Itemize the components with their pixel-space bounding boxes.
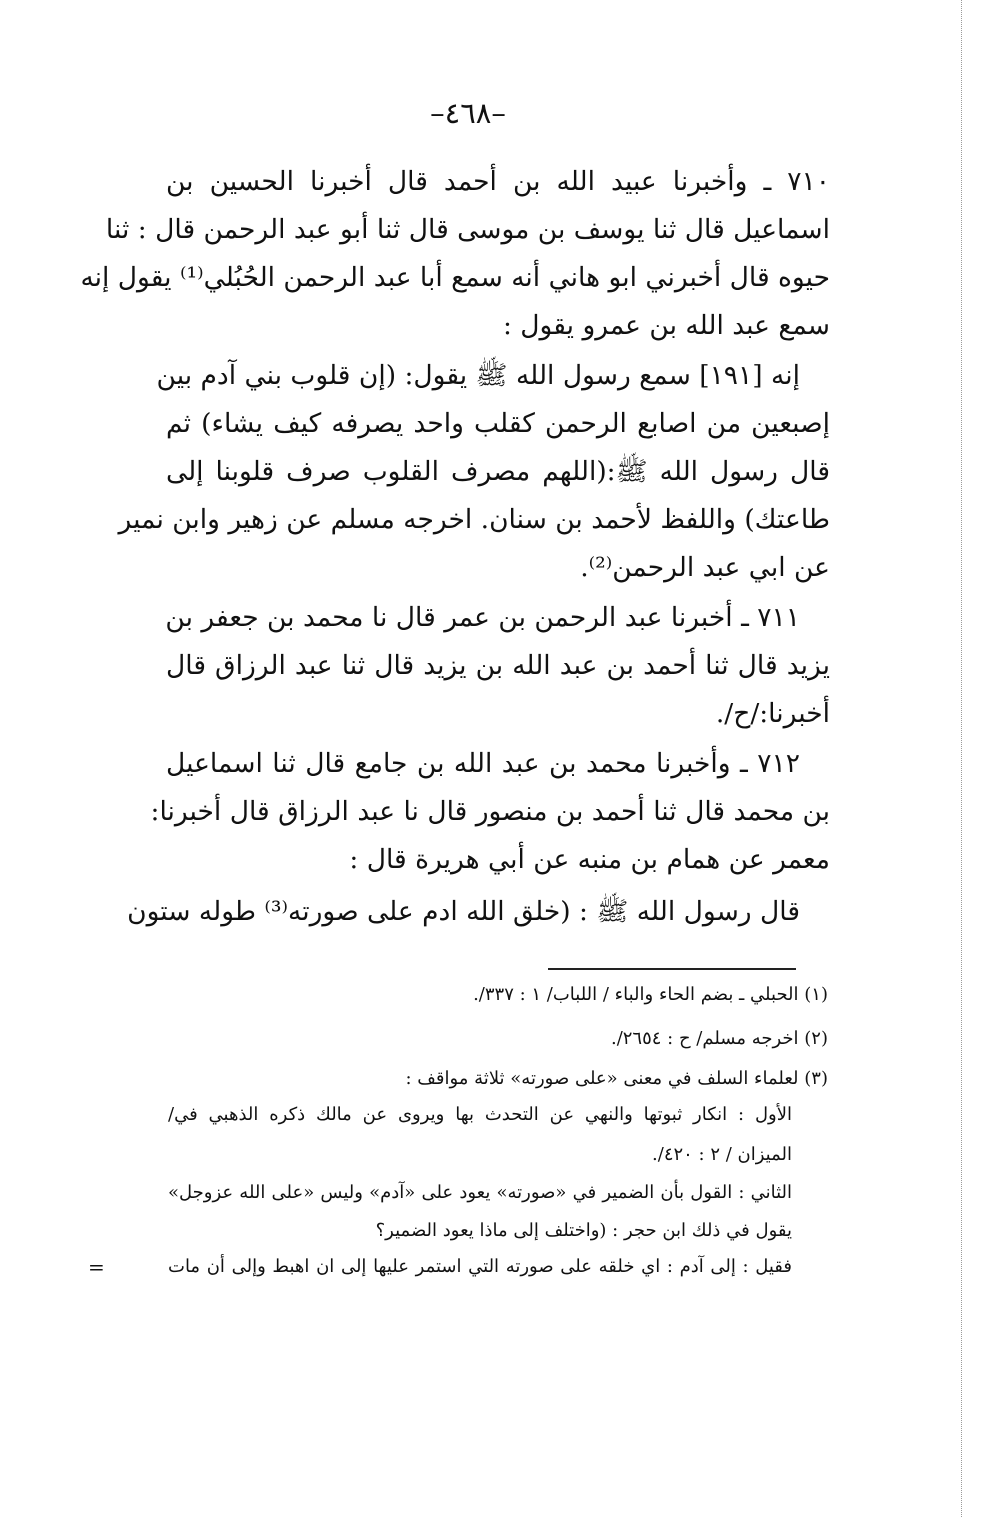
body-line-8: طاعتك) واللفظ لأحمد بن سنان. اخرجه مسلم عن زهير وابن نمير	[118, 504, 830, 535]
body-line-3: حيوه قال أخبرني ابو هاني أنه سمع أبا عبد الرحمن الحُبُلي⁽¹⁾ يقول إنه	[80, 262, 830, 293]
footnote-line-3: (٣) لعلماء السلف في معنى «على صورته» ثلاثة مواقف :	[405, 1068, 828, 1089]
body-line-13: ٧١٢ ـ وأخبرنا محمد بن عبد الله بن جامع قال ثنا اسماعيل	[166, 748, 800, 779]
body-line-4: سمع عبد الله بن عمرو يقول :	[502, 310, 830, 341]
body-line-11: يزيد قال ثنا أحمد بن عبد الله بن يزيد قال ثنا عبد الرزاق قال	[166, 650, 830, 681]
body-line-6: إصبعين من اصابع الرحمن كقلب واحد يصرفه كيف يشاء) ثم	[166, 408, 830, 439]
body-line-16: قال رسول الله ﷺ : (خلق الله ادم على صورته⁽³⁾ طوله ستون	[127, 896, 800, 927]
footnote-line-4: الأول : انكار ثبوتها والنهي عن التحدث بها ويروى عن مالك ذكره الذهبي في/	[168, 1104, 792, 1125]
body-line-1: ٧١٠ ـ وأخبرنا عبيد الله بن أحمد قال أخبرنا الحسين بن	[166, 166, 830, 197]
footnote-line-7: يقول في ذلك ابن حجر : (واختلف إلى ماذا يعود الضمير؟	[375, 1220, 792, 1241]
body-line-9: عن ابي عبد الرحمن⁽²⁾.	[580, 552, 830, 583]
body-line-2: اسماعيل قال ثنا يوسف بن موسى قال ثنا أبو عبد الرحمن قال : ثنا	[105, 214, 830, 245]
body-line-5: إنه [١٩١] سمع رسول الله ﷺ يقول: (إن قلوب بني آدم بين	[156, 360, 800, 391]
footnote-line-8: فقيل : إلى آدم : اي خلقه على صورته التي استمر عليها إلى ان اهبط وإلى أن مات	[168, 1256, 792, 1277]
footnote-line-6: الثاني : القول بأن الضمير في «صورته» يعود على «آدم» وليس «على الله عزوجل»	[168, 1182, 792, 1203]
footnote-line-1: (١) الحبلي ـ بضم الحاء والباء / اللباب/ ١ : ٣٣٧/.	[473, 984, 828, 1005]
footnote-line-5: الميزان / ٢ : ٤٢٠/.	[652, 1144, 792, 1165]
body-line-10: ٧١١ ـ أخبرنا عبد الرحمن بن عمر قال نا محمد بن جعفر بن	[165, 602, 800, 633]
body-line-7: قال رسول الله ﷺ:(اللهم مصرف القلوب صرف قلوبنا إلى	[166, 456, 830, 487]
continuation-mark: =	[88, 1255, 105, 1279]
body-line-12: أخبرنا:/ح/.	[715, 698, 830, 729]
body-line-15: معمر عن همام بن منبه عن أبي هريرة قال :	[349, 844, 830, 875]
page-edge-dotted-line	[961, 0, 962, 1517]
footnote-separator	[548, 968, 796, 970]
body-line-14: بن محمد قال ثنا أحمد بن منصور قال نا عبد الرزاق قال أخبرنا:	[150, 796, 830, 827]
footnote-line-2: (٢) اخرجه مسلم/ ح : ٢٦٥٤/.	[610, 1028, 828, 1049]
page-number: –٤٦٨–	[430, 96, 506, 130]
